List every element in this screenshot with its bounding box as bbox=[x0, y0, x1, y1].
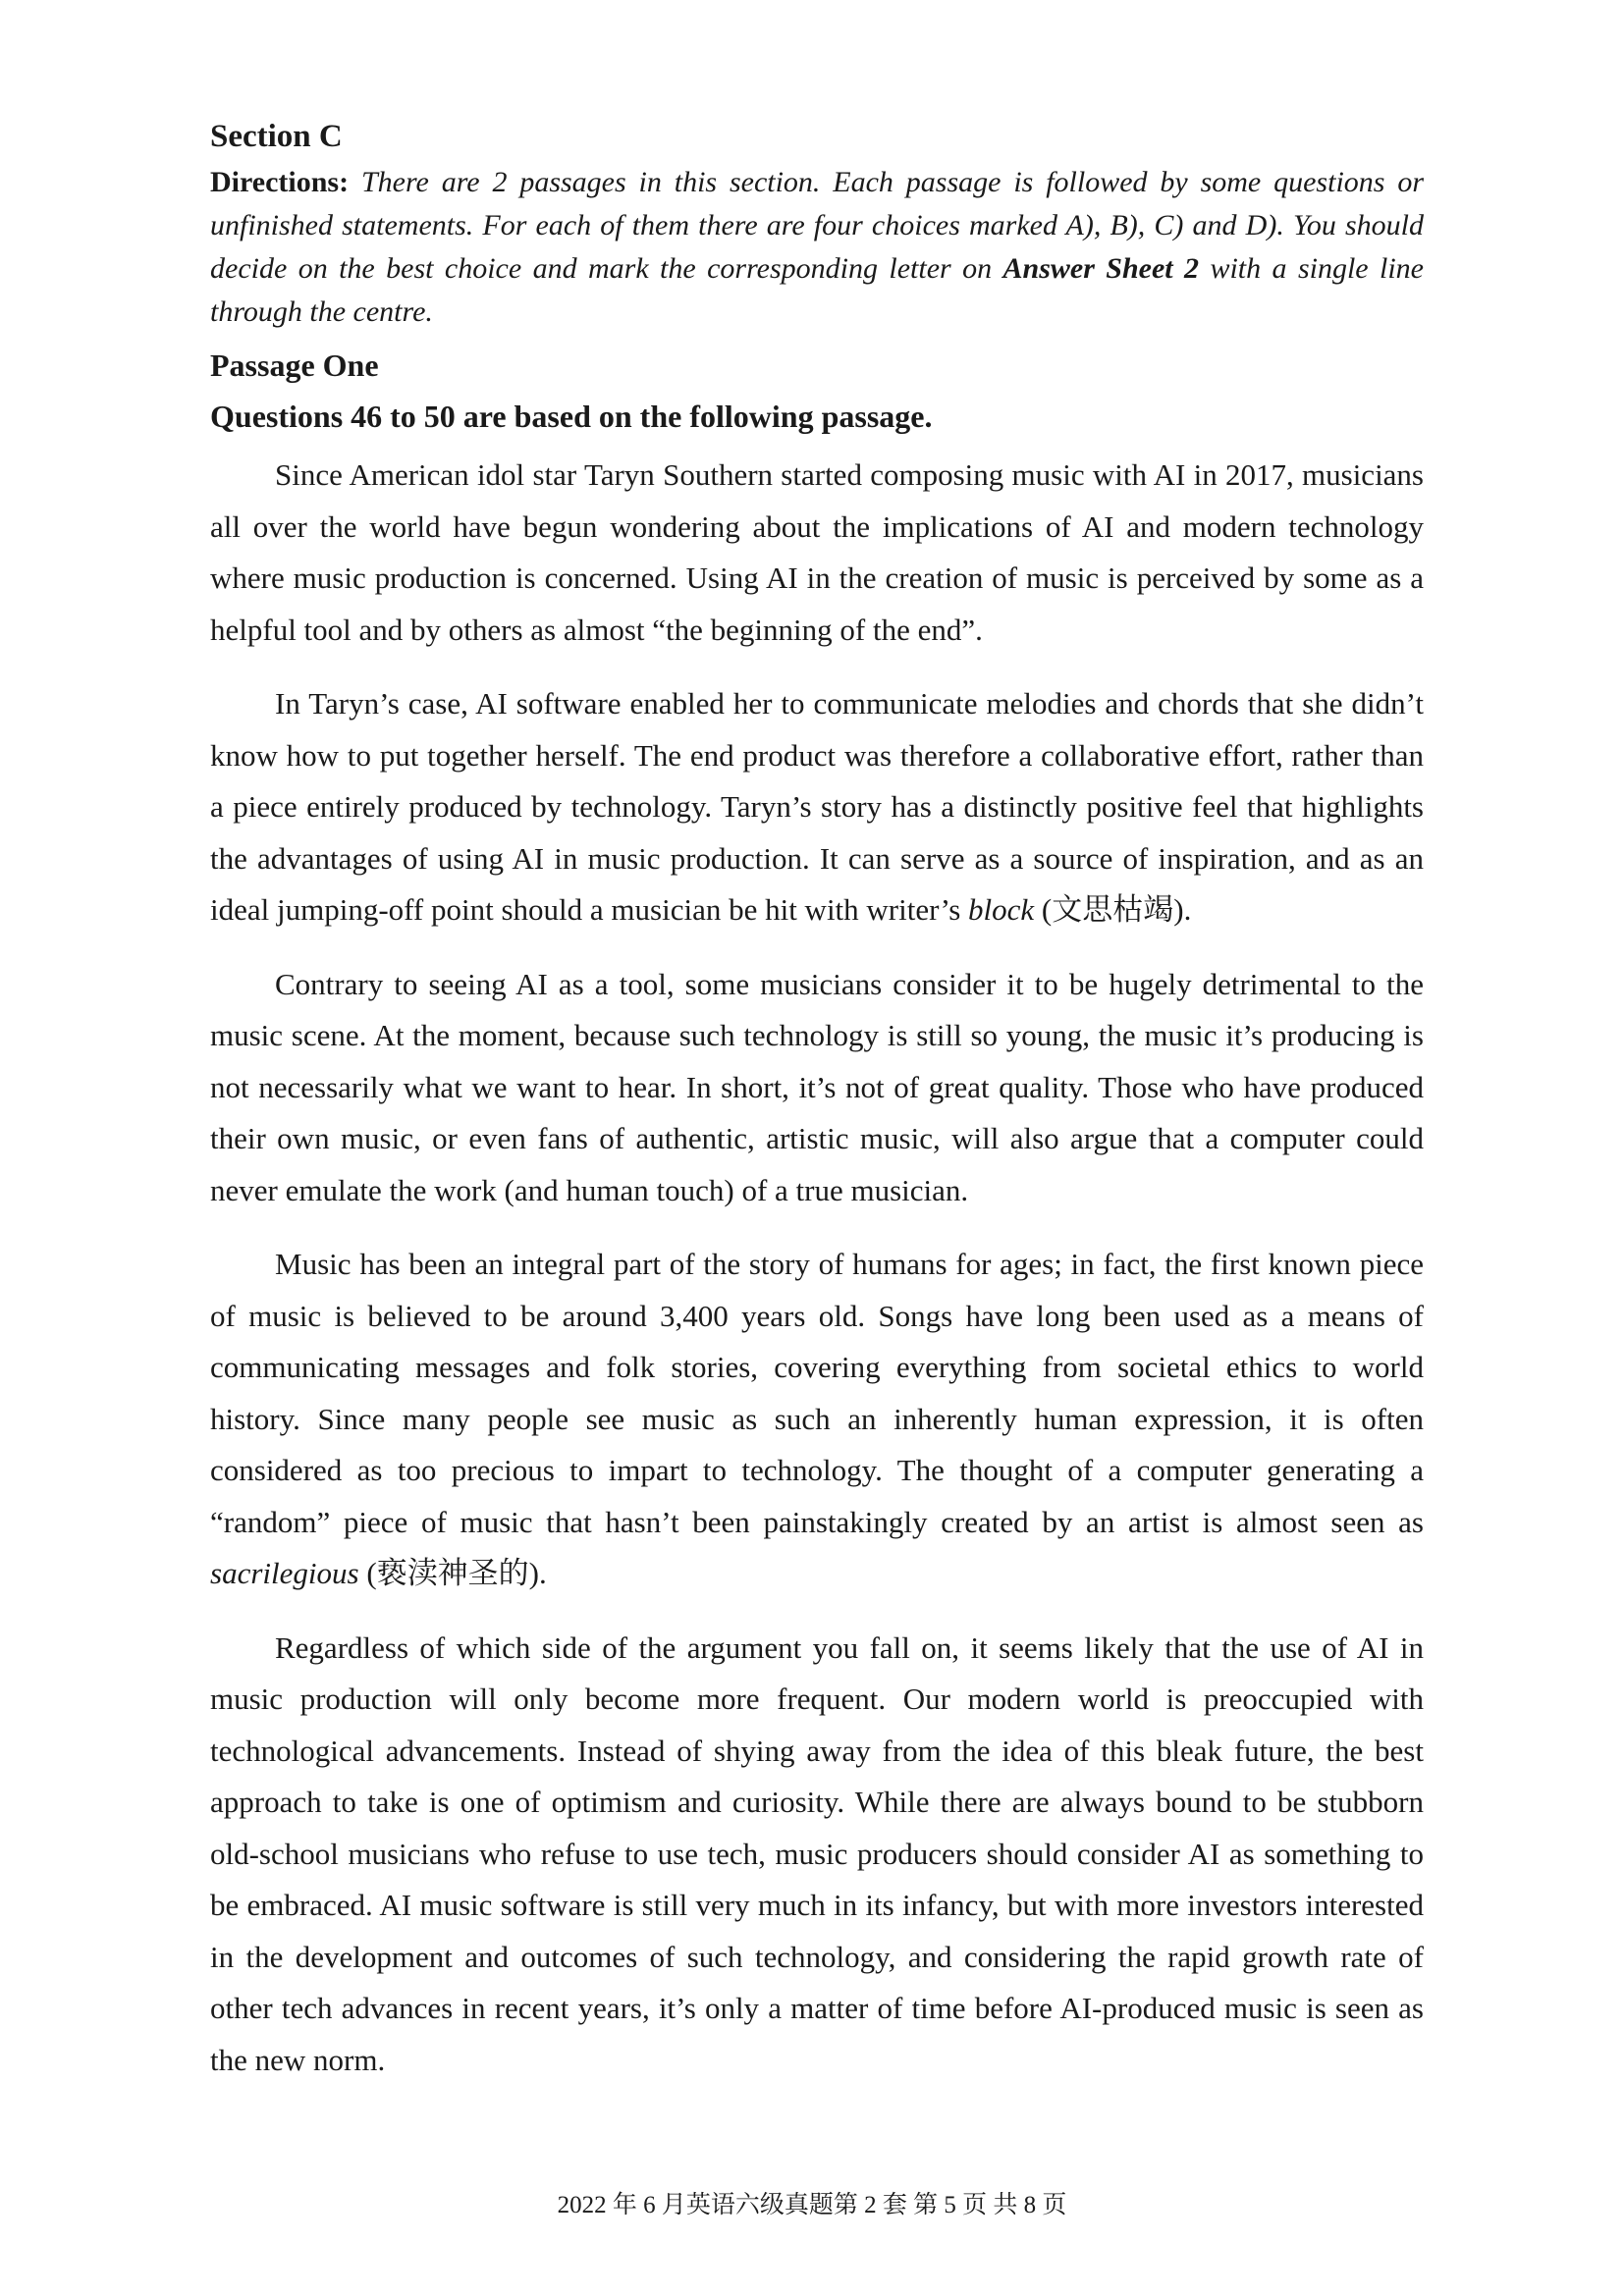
glossed-term-block: block bbox=[968, 892, 1035, 927]
passage-title: Passage One bbox=[210, 347, 379, 383]
section-heading: Section C bbox=[210, 119, 343, 154]
paragraph-3: Contrary to seeing AI as a tool, some musicians consider it to be hugely detrimental to the music scene. At the moment, because such technology is still so young, the music it’s producing is not necessarily what we want to hear. In short, it’s not of great quality. Those who have produced their own music, or even fans of authentic, artistic music, will also argue that a computer could never emulate the work (and human touch) of a true musician. bbox=[210, 966, 1424, 1207]
paragraph-4-gloss: (亵渎神圣的). bbox=[358, 1556, 547, 1590]
page-footer: 2022 年 6 月英语六级真题第 2 套 第 5 页 共 8 页 bbox=[557, 2192, 1067, 2218]
paragraph-4 bbox=[210, 1239, 1424, 1600]
answer-sheet-ref: Answer Sheet 2 bbox=[1002, 252, 1200, 285]
glossed-term-sacrilegious: sacrilegious bbox=[210, 1556, 359, 1590]
directions bbox=[210, 161, 1424, 334]
directions-text-2: with a single line through the centre. bbox=[210, 252, 1425, 328]
paragraph-2-gloss: (文思枯竭). bbox=[1034, 892, 1192, 927]
paragraph-5: Regardless of which side of the argument you fall on, it seems likely that the use of AI in music production will only become more frequent. Our modern world is preoccupied with technological advancements. Instead of shying away from the idea of this bleak future, the best approach to take is one of optimism and curiosity. While there are always bound to be stubborn old-school musicians who refuse to use tech, music producers should consider AI as something to be embraced. AI music software is still very much in its infancy, but with more investors interested in the development and outcomes of such technology, and considering the rapid growth rate of other tech advances in recent years, it’s only a matter of time before AI-produced music is seen as the new norm. bbox=[210, 1629, 1424, 2077]
paragraph-1: Since American idol star Taryn Southern started composing music with AI in 2017, musicians all over the world have begun wondering about the implications of AI and modern technology where music production is concerned. Using AI in the creation of music is perceived by some as a helpful tool and by others as almost “the beginning of the end”. bbox=[210, 457, 1424, 647]
paragraph-2-text: In Taryn’s case, AI software enabled her to communicate melodies and chords that she didn’t know how to put together herself. The end product was therefore a collaborative effort, rather than a piece entirely produced by technology. Taryn’s story has a distinctly positive feel that highlights the advantages of using AI in music production. It can serve as a source of inspiration, and as an ideal jumping-off point should a musician be hit with writer’s bbox=[210, 686, 1424, 927]
exam-page bbox=[210, 116, 1424, 2086]
paragraph-2 bbox=[210, 678, 1424, 936]
questions-range: Questions 46 to 50 are based on the following passage. bbox=[210, 399, 933, 434]
directions-label: Directions: bbox=[210, 166, 350, 198]
paragraph-4-text: Music has been an integral part of the story of humans for ages; in fact, the first known piece of music is believed to be around 3,400 years old. Songs have long been used as a means of communicating messages and folk stories, covering everything from societal ethics to world history. Since many people see music as such an inherently human expression, it is often considered as too precious to impart to technology. The thought of a computer generating a “random” piece of music that hasn’t been painstakingly created by an artist is almost seen as bbox=[210, 1247, 1424, 1539]
directions-text-1: There are 2 passages in this section. Each passage is followed by some questions or unfinished statements. For each of them there are four choices marked A), B), C) and D). You should decide on the best choice and mark the corresponding letter on bbox=[210, 166, 1424, 285]
